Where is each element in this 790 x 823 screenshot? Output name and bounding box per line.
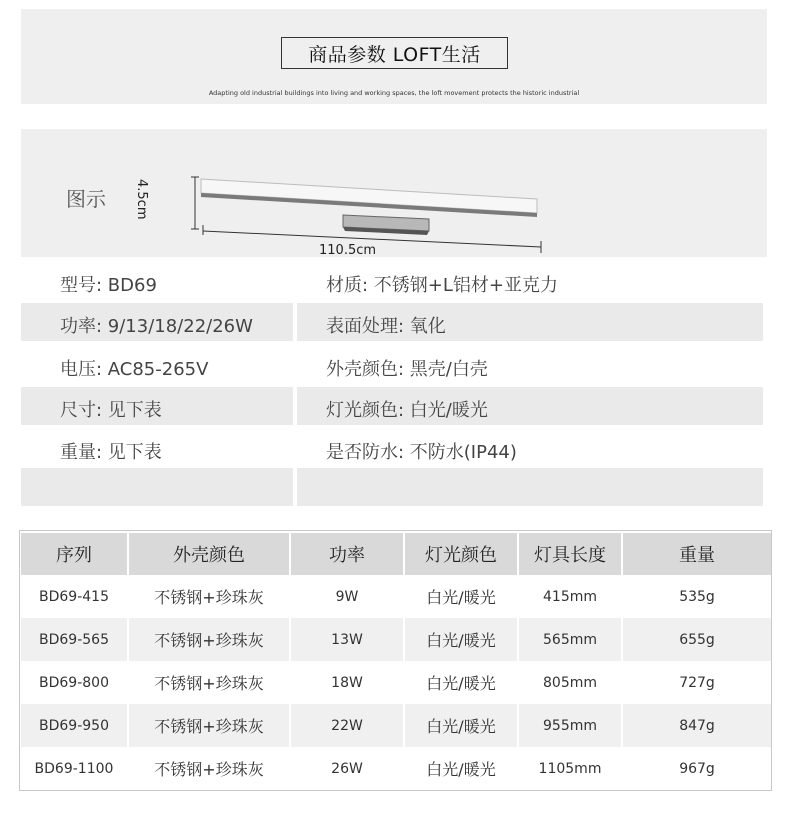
spec-weight: 重量: 见下表 — [60, 442, 162, 463]
table-cell: BD69-415 — [21, 575, 129, 618]
table-header-cell: 序列 — [21, 533, 129, 575]
table-row — [21, 618, 771, 661]
table-cell: 727g — [679, 674, 715, 691]
table-cell: 9W — [291, 575, 405, 618]
spec-light-color: 灯光颜色: 白光/暖光 — [326, 400, 488, 421]
table-cell: 535g — [679, 588, 715, 605]
table-cell: 白光/暖光 — [405, 704, 519, 747]
spec-row-empty — [21, 468, 763, 506]
spec-row — [21, 429, 763, 467]
table-cell: 白光/暖光 — [405, 661, 519, 704]
header-banner — [21, 9, 767, 104]
table-cell: 不锈钢+珍珠灰 — [129, 704, 291, 747]
page-title: 商品参数 LOFT生活 — [281, 37, 508, 69]
table-cell: 不锈钢+珍珠灰 — [129, 575, 291, 618]
table-cell: 955mm — [519, 704, 623, 747]
spec-shell-color: 外壳颜色: 黑壳/白壳 — [326, 359, 488, 380]
table-cell: 白光/暖光 — [405, 747, 519, 790]
spec-material: 材质: 不锈钢+L铝材+亚克力 — [326, 275, 558, 296]
table-cell: 18W — [291, 661, 405, 704]
spec-row — [21, 262, 763, 300]
table-header-row — [21, 533, 771, 575]
model-table — [19, 530, 772, 791]
table-cell: 白光/暖光 — [405, 575, 519, 618]
table-cell: BD69-950 — [21, 704, 129, 747]
table-cell: 967g — [679, 760, 715, 777]
table-cell: 不锈钢+珍珠灰 — [129, 747, 291, 790]
spec-row — [21, 303, 763, 341]
spec-size: 尺寸: 见下表 — [60, 400, 162, 421]
table-cell: 655g — [623, 618, 771, 661]
table-cell: 白光/暖光 — [405, 618, 519, 661]
product-diagram — [21, 129, 767, 257]
diagram-label: 图示 — [66, 187, 106, 211]
spec-row — [21, 346, 763, 384]
spec-row — [21, 387, 763, 425]
table-row — [21, 747, 771, 790]
table-cell: 565mm — [519, 618, 623, 661]
table-header-cell: 功率 — [291, 533, 405, 575]
table-cell: BD69-565 — [21, 618, 129, 661]
table-cell: 415mm — [519, 575, 623, 618]
table-cell: 不锈钢+珍珠灰 — [129, 618, 291, 661]
table-row — [21, 575, 771, 618]
table-header-cell: 灯光颜色 — [405, 533, 519, 575]
table-cell: BD69-1100 — [21, 747, 129, 790]
spec-model: 型号: BD69 — [60, 275, 157, 296]
table-row — [21, 661, 771, 704]
spec-surface: 表面处理: 氧化 — [326, 316, 446, 337]
table-cell: 22W — [291, 704, 405, 747]
table-cell: 26W — [291, 747, 405, 790]
height-dimension-label: 4.5cm — [134, 179, 149, 220]
spec-waterproof: 是否防水: 不防水(IP44) — [326, 442, 517, 463]
table-row — [21, 704, 771, 747]
table-cell: 847g — [623, 704, 771, 747]
table-header-cell: 重量 — [623, 533, 771, 575]
spec-power: 功率: 9/13/18/22/26W — [60, 316, 253, 337]
width-dimension-label: 110.5cm — [319, 243, 377, 258]
table-cell: 13W — [291, 618, 405, 661]
page-subtitle: Adapting old industrial buildings into living and working spaces, the loft movement protects the historic industrial — [208, 89, 580, 97]
table-header-cell: 外壳颜色 — [129, 533, 291, 575]
table-header-cell: 灯具长度 — [519, 533, 623, 575]
table-cell: BD69-800 — [21, 661, 129, 704]
table-cell: 1105mm — [519, 747, 623, 790]
table-cell: 不锈钢+珍珠灰 — [129, 661, 291, 704]
table-cell: 805mm — [519, 661, 623, 704]
spec-voltage: 电压: AC85-265V — [60, 359, 209, 380]
